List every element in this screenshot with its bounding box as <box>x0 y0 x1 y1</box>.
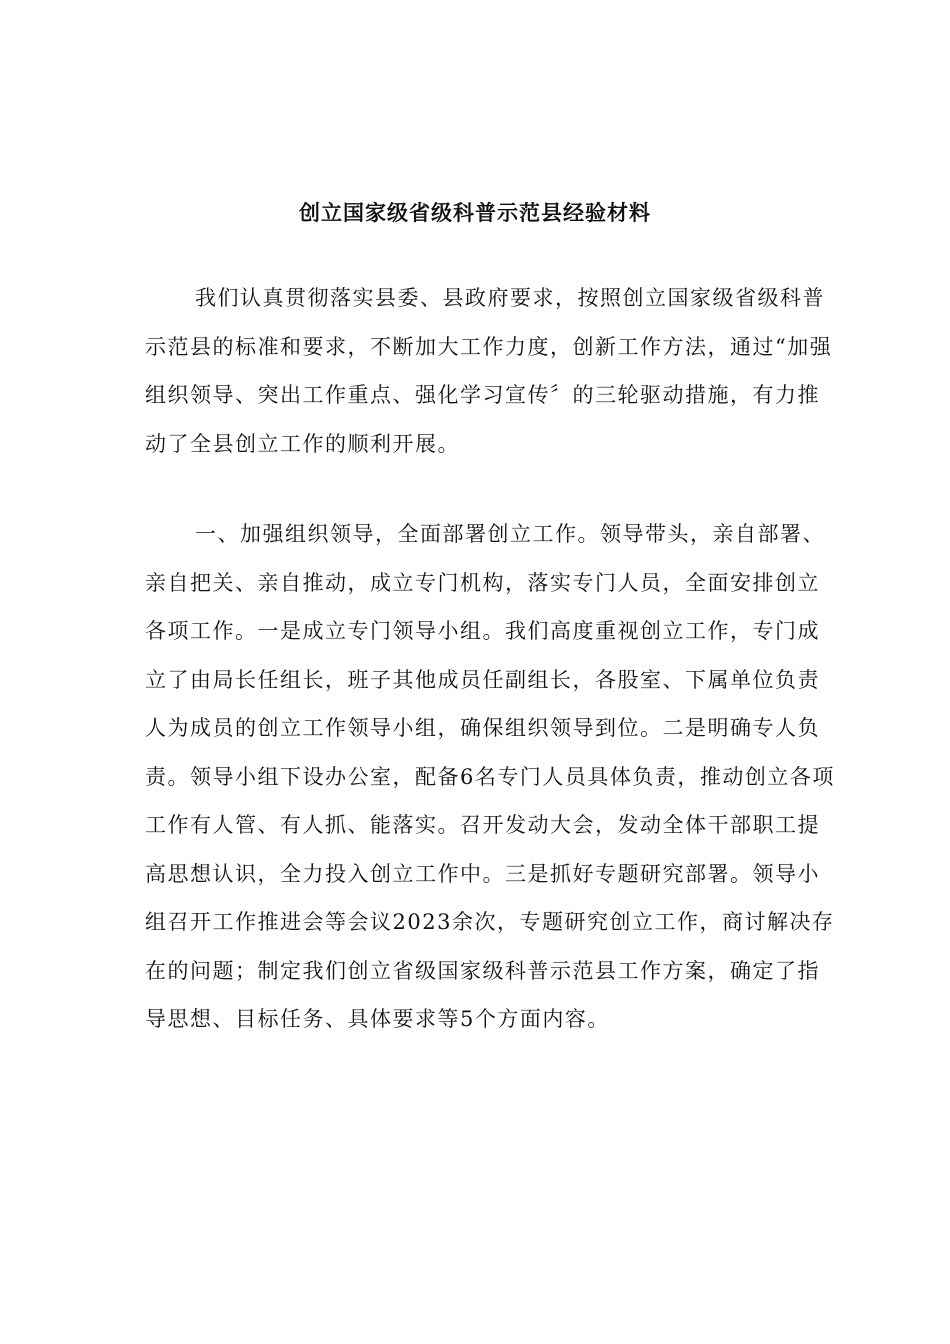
intro-paragraph: 我们认真贯彻落实县委、县政府要求，按照创立国家级省级科普示范县的标准和要求，不断加大工作力度，创新工作方法，通过“加强组织领导、突出工作重点、强化学习宣传〞的三轮驱动措施，有力推动了全县创立工作的顺利开展。 <box>145 286 833 456</box>
document-title: 创立国家级省级科普示范县经验材料 <box>299 200 651 225</box>
section-one-paragraph: 一、加强组织领导，全面部署创立工作。领导带头，亲自部署、亲自把关、亲自推动，成立专门机构，落实专门人员，全面安排创立各项工作。一是成立专门领导小组。我们高度重视创立工作，专门成立了由局长任组长，班子其他成员任副组长，各股室、下属单位负责人为成员的创立工作领导小组，确保组织领导到位。二是明确专人负责。领导小组下设办公室，配备6名专门人员具体负责，推动创立各项工作有人管、有人抓、能落实。召开发动大会，发动全体干部职工提高思想认识，全力投入创立工作中。三是抓好专题研究部署。领导小组召开工作推进会等会议2023余次，专题研究创立工作，商讨解决存在的问题；制定我们创立省级国家级科普示范县工作方案，确定了指导思想、目标任务、具体要求等5个方面内容。 <box>145 522 835 1031</box>
